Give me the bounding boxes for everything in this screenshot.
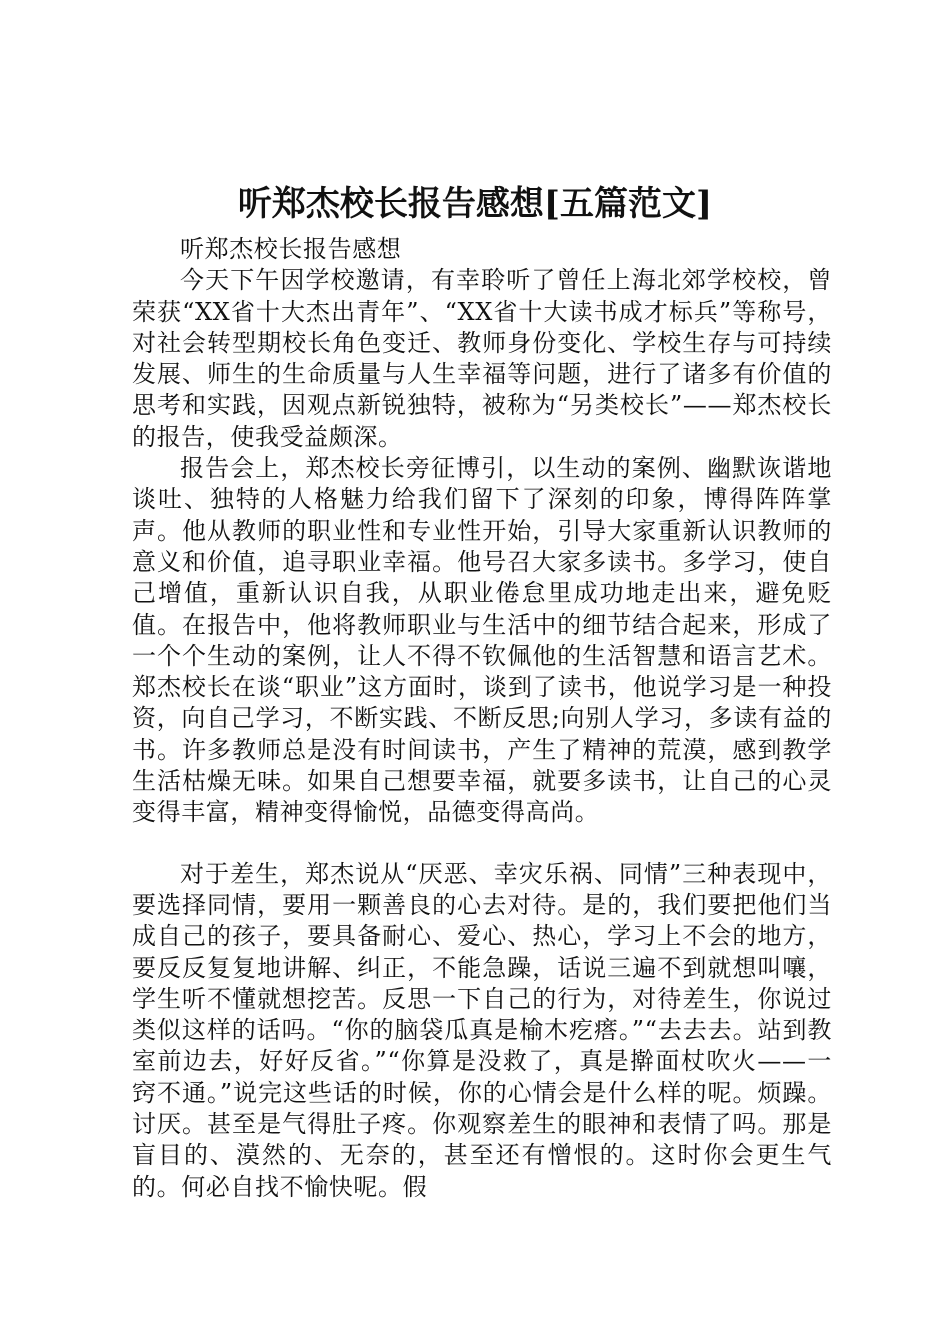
paragraph-1: 今天下午因学校邀请，有幸聆听了曾任上海北郊学校校，曾荣获“XX省十大杰出青年”、“XX省十大读书成才标兵”等称号，对社会转型期校长角色变迁、教师身份变化、学校生存与可持续发展、师生的生命质量与人生幸福等问题，进行了诸多有价值的思考和实践，因观点新锐独特，被称为“另类校长”——郑杰校长的报告，使我受益颇深。 bbox=[132, 266, 832, 451]
document-subtitle: 听郑杰校长报告感想 bbox=[180, 235, 402, 263]
document-body bbox=[132, 234, 832, 1203]
document-title: 听郑杰校长报告感想[五篇范文] bbox=[237, 184, 713, 224]
paragraph-3: 对于差生，郑杰说从“厌恶、幸灾乐祸、同情”三种表现中，要选择同情，要用一颗善良的心去对待。是的，我们要把他们当成自己的孩子，要具备耐心、爱心、热心，学习上不会的地方，要反反复复地讲解、纠正，不能急躁，话说三遍不到就想叫嚷，学生听不懂就想挖苦。反思一下自己的行为，对待差生，你说过类似这样的话吗。“你的脑袋瓜真是榆木疙瘩。”“去去去。站到教室前边去，好好反省。”“你算是没救了，真是擀面杖吹火——一窍不通。”说完这些话的时候，你的心情会是什么样的呢。烦躁。讨厌。甚至是气得肚子疼。你观察差生的眼神和表情了吗。那是盲目的、漠然的、无奈的，甚至还有憎恨的。这时你会更生气的。何必自找不愉快呢。假 bbox=[132, 859, 832, 1201]
paragraph-2: 报告会上，郑杰校长旁征博引，以生动的案例、幽默诙谐地谈吐、独特的人格魅力给我们留下了深刻的印象，博得阵阵掌声。他从教师的职业性和专业性开始，引导大家重新认识教师的意义和价值，追寻职业幸福。他号召大家多读书。多学习，使自己增值，重新认识自我，从职业倦怠里成功地走出来，避免贬值。在报告中，他将教师职业与生活中的细节结合起来，形成了一个个生动的案例，让人不得不钦佩他的生活智慧和语言艺术。郑杰校长在谈“职业”这方面时，谈到了读书，他说学习是一种投资，向自己学习，不断实践、不断反思;向别人学习，多读有益的书。许多教师总是没有时间读书，产生了精神的荒漠，感到教学生活枯燥无味。如果自己想要幸福，就要多读书，让自己的心灵变得丰富，精神变得愉悦，品德变得高尚。 bbox=[132, 454, 832, 827]
